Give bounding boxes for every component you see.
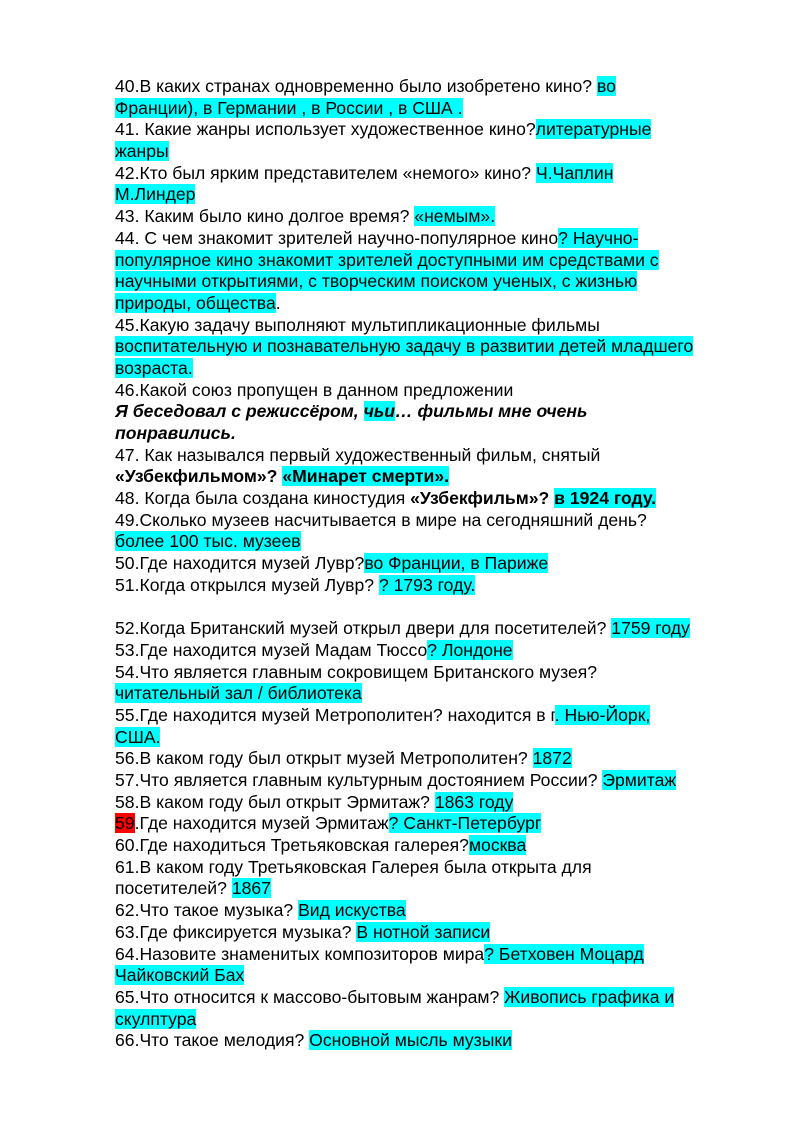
text-line xyxy=(115,423,745,445)
highlighted-answer: . Нью-Йорк, xyxy=(554,704,651,725)
text-line xyxy=(115,445,745,467)
text-line xyxy=(115,184,745,206)
text-segment: 40.В каких странах одновременно было изобретено кино? xyxy=(115,76,597,96)
text-segment: 43. Каким было кино долгое время? xyxy=(115,206,415,227)
highlighted-answer: во xyxy=(596,76,616,96)
highlighted-answer: ? Лондоне xyxy=(427,639,513,660)
blank-line xyxy=(115,597,745,619)
text-line xyxy=(115,1030,745,1052)
text-line xyxy=(115,944,745,966)
highlighted-answer: скулптура xyxy=(115,1008,197,1029)
text-line xyxy=(115,813,745,835)
highlighted-answer: возраста. xyxy=(115,357,193,378)
text-line xyxy=(115,510,745,532)
text-line xyxy=(115,792,745,814)
text-segment: 65.Что относится к массово-бытовым жанрам? xyxy=(115,986,505,1007)
highlighted-answer: популярное кино знакомит зрителей доступными им средствами с xyxy=(115,249,659,270)
text-line xyxy=(115,228,745,250)
text-segment: посетителей? xyxy=(115,878,232,899)
text-segment: 41. Какие жанры использует художественное кино? xyxy=(115,119,536,140)
text-line xyxy=(115,965,745,987)
text-segment: 47. Как назывался первый художественный фильм, снятый xyxy=(115,444,601,465)
text-segment: 63.Где фиксируется музыка? xyxy=(115,921,357,942)
text-line xyxy=(115,380,745,402)
text-line xyxy=(115,163,745,185)
text-line xyxy=(115,987,745,1009)
document-page xyxy=(115,76,745,1052)
text-line xyxy=(115,531,745,553)
highlighted-answer: 1867 xyxy=(231,878,271,899)
text-line xyxy=(115,748,745,770)
highlighted-number: 59 xyxy=(115,813,135,834)
text-segment: 52.Когда Британский музей открыл двери для посетителей? xyxy=(115,618,612,639)
highlighted-answer: природы, общества xyxy=(115,292,276,313)
text-segment: 45.Какую задачу выполняют мультипликационные фильмы xyxy=(115,314,600,335)
highlighted-answer: жанры xyxy=(115,141,169,162)
text-segment: .Где находится музей Эрмитаж xyxy=(134,813,389,834)
text-segment: 53.Где находится музей Мадам Тюссо xyxy=(115,639,428,660)
text-segment: 66.Что такое мелодия? xyxy=(115,1030,310,1051)
highlighted-answer: М.Линдер xyxy=(115,184,196,205)
text-line xyxy=(115,770,745,792)
highlighted-answer: В нотной записи xyxy=(356,921,491,942)
highlighted-answer: ? 1793 году. xyxy=(378,574,476,595)
highlighted-answer: ? Научно- xyxy=(558,227,639,248)
highlighted-answer: Эрмитаж xyxy=(602,770,677,790)
text-line xyxy=(115,206,745,228)
text-segment: 57.Что является главным культурным достоянием России? xyxy=(115,770,603,790)
text-line xyxy=(115,1009,745,1031)
text-line xyxy=(115,358,745,380)
highlighted-answer: чьи xyxy=(363,401,396,422)
highlighted-answer: 1863 году xyxy=(434,791,514,812)
highlighted-answer: во Франции, в Париже xyxy=(364,553,549,574)
highlighted-answer: научными открытиями, с творческим поиском ученых, с жизнью xyxy=(115,271,638,292)
text-segment: 50.Где находится музей Лувр? xyxy=(115,553,365,574)
highlighted-answer: Живопись графика и xyxy=(504,986,675,1007)
highlighted-answer: 1759 году xyxy=(611,618,690,639)
text-line xyxy=(115,98,745,120)
highlighted-answer: Основной мысль музыки xyxy=(309,1030,512,1051)
text-line xyxy=(115,727,745,749)
text-segment: 49.Сколько музеев насчитывается в мире на сегодняшний день? xyxy=(115,509,647,530)
text-segment: 48. Когда была создана киностудия xyxy=(115,488,411,509)
highlighted-answer: воспитательную и познавательную задачу в развитии детей младшего xyxy=(115,336,694,357)
text-segment: 61.В каком году Третьяковская Галерея была открыта для xyxy=(115,856,592,877)
text-segment: 44. С чем знакомит зрителей научно-популярное кино xyxy=(115,227,559,248)
text-line xyxy=(115,683,745,705)
highlighted-answer: США. xyxy=(115,726,161,747)
text-line xyxy=(115,900,745,922)
text-segment: «Узбекфильм»? xyxy=(410,488,555,509)
text-line xyxy=(115,293,745,315)
text-segment: 56.В каком году был открыт музей Метрополитен? xyxy=(115,748,533,769)
text-segment: в 1924 году. xyxy=(554,488,656,509)
text-line xyxy=(115,857,745,879)
text-segment: 62.Что такое музыка? xyxy=(115,900,299,921)
text-line xyxy=(115,575,745,597)
text-line xyxy=(115,618,745,640)
text-segment: 58.В каком году был открыт Эрмитаж? xyxy=(115,791,435,812)
text-line xyxy=(115,315,745,337)
text-line xyxy=(115,250,745,272)
highlighted-answer: Франции), в Германии , в России , в США . xyxy=(115,97,463,118)
text-line xyxy=(115,401,745,423)
text-line xyxy=(115,705,745,727)
text-line xyxy=(115,466,745,488)
text-segment: … фильмы мне очень xyxy=(395,401,588,422)
text-segment: 55.Где находится музей Метрополитен? находится в г xyxy=(115,704,555,725)
highlighted-answer: Чайковский Бах xyxy=(115,965,245,986)
text-segment: Я беседовал с режиссёром, xyxy=(115,401,364,422)
text-line xyxy=(115,488,745,510)
text-line xyxy=(115,835,745,857)
highlighted-answer: литературные xyxy=(535,119,652,140)
highlighted-answer: Ч.Чаплин xyxy=(535,162,614,183)
highlighted-answer: читательный зал / библиотека xyxy=(115,683,362,704)
text-segment: 42.Кто был ярким представителем «немого» кино? xyxy=(115,162,536,183)
highlighted-answer: «немым». xyxy=(414,206,496,227)
text-line xyxy=(115,640,745,662)
text-line xyxy=(115,662,745,684)
text-line xyxy=(115,878,745,900)
highlighted-answer: более 100 тыс. музеев xyxy=(115,531,301,552)
highlighted-answer: ? Санкт-Петербург xyxy=(388,813,542,834)
text-line xyxy=(115,271,745,293)
text-line xyxy=(115,336,745,358)
text-line xyxy=(115,922,745,944)
highlighted-answer: ? Бетховен Моцард xyxy=(484,943,644,964)
text-line xyxy=(115,553,745,575)
text-segment: 46.Какой союз пропущен в данном предложении xyxy=(115,379,514,400)
text-segment: 51.Когда открылся музей Лувр? xyxy=(115,574,379,595)
text-line xyxy=(115,119,745,141)
text-segment: 60.Где находиться Третьяковская галерея? xyxy=(115,835,469,856)
text-segment: . xyxy=(275,292,281,313)
text-segment: «Узбекфильмом»? xyxy=(115,466,283,487)
text-segment: 64.Назовите знаменитых композиторов мира xyxy=(115,943,485,964)
highlighted-answer: Вид искуства xyxy=(298,900,406,921)
text-segment: 54.Что является главным сокровищем Британского музея? xyxy=(115,661,598,682)
text-line xyxy=(115,141,745,163)
text-segment: понравились. xyxy=(115,423,236,443)
text-segment: «Минарет смерти». xyxy=(282,466,450,487)
text-line xyxy=(115,76,745,98)
highlighted-answer: 1872 xyxy=(532,748,572,769)
highlighted-answer: москва xyxy=(468,835,527,856)
